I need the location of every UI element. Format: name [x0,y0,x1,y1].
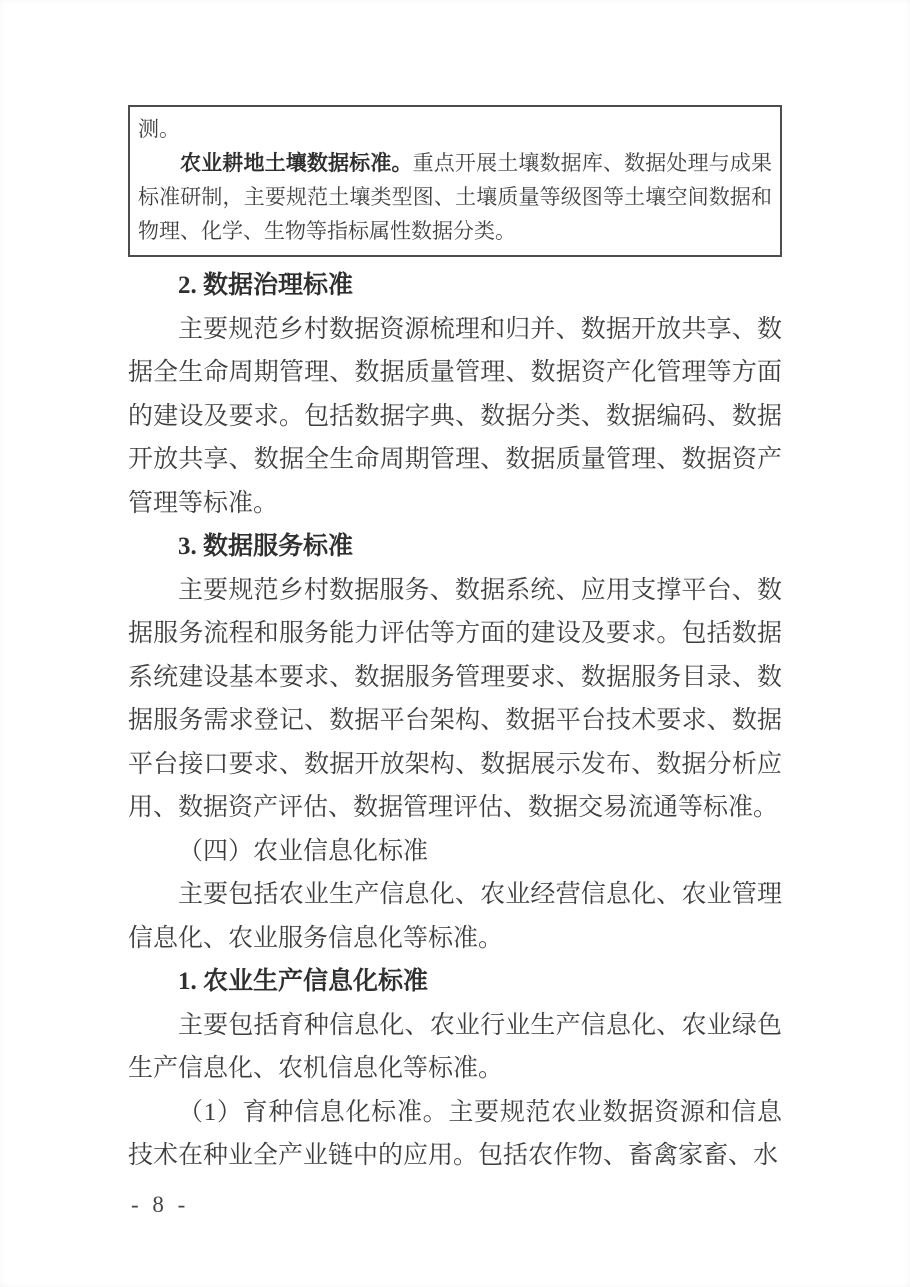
section-heading: 1. 农业生产信息化标准 [178,968,429,995]
boxed-note [128,105,782,257]
document-sections [128,264,782,1178]
boxed-note-term: 农业耕地土壤数据标准。 [180,151,413,175]
boxed-note-paragraph [138,146,772,248]
page-number: - 8 - [131,1192,190,1217]
boxed-note-text: 重点开展土壤数据库、数据处理与成果标准研制，主要规范土壤类型图、土壤质量等级图等土壤空间数据和物理、化学、生物等指标属性数据分类。 [138,151,773,243]
body-paragraph: 主要规范乡村数据资源梳理和归并、数据开放共享、数据全生命周期管理、数据质量管理、数据资产化管理等方面的建设及要求。包括数据字典、数据分类、数据编码、数据开放共享、数据全生命周期管理、数据质量管理、数据资产管理等标准。 [128,315,782,517]
boxed-note-first-line: 测。 [138,117,180,141]
page-content [128,105,782,1178]
section-heading: 2. 数据治理标准 [178,272,354,299]
subsection-heading: （四）农业信息化标准 [178,837,429,865]
body-paragraph: 主要规范乡村数据服务、数据系统、应用支撑平台、数据服务流程和服务能力评估等方面的建设及要求。包括数据系统建设基本要求、数据服务管理要求、数据服务目录、数据服务需求登记、数据平台架构、数据平台技术要求、数据平台接口要求、数据开放架构、数据展示发布、数据分析应用、数据资产评估、数据管理评估、数据交易流通等标准。 [128,576,782,821]
body-paragraph: （1）育种信息化标准。主要规范农业数据资源和信息技术在种业全产业链中的应用。包括农作物、畜禽家畜、水 [128,1098,782,1169]
body-paragraph: 主要包括育种信息化、农业行业生产信息化、农业绿色生产信息化、农机信息化等标准。 [128,1011,782,1082]
section-heading: 3. 数据服务标准 [178,533,354,560]
body-paragraph: 主要包括农业生产信息化、农业经营信息化、农业管理信息化、农业服务信息化等标准。 [128,881,782,952]
